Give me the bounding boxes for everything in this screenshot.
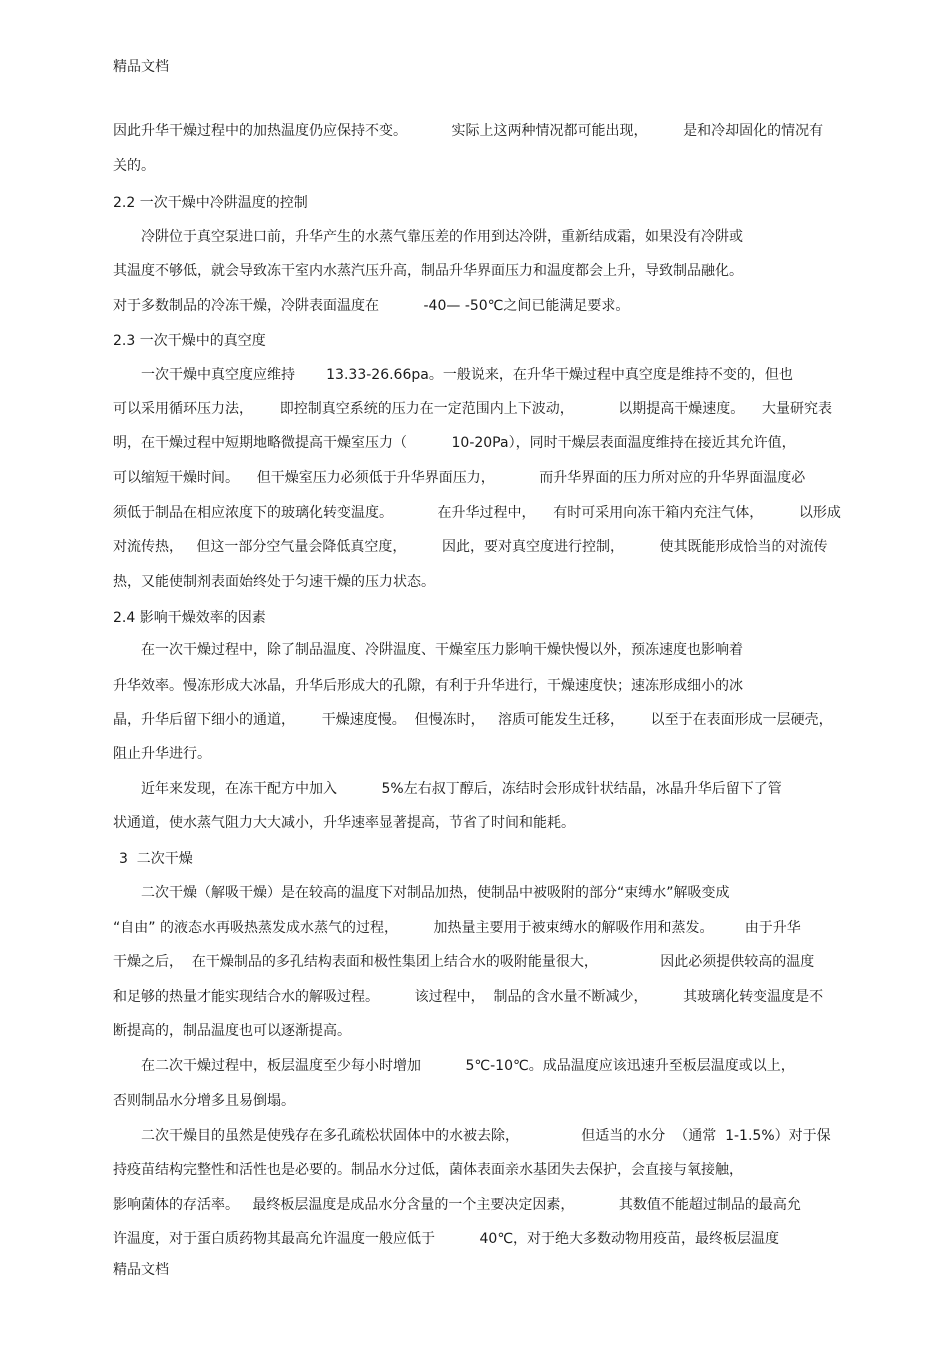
paragraph-line: 对于多数制品的冷冻干燥，冷阱表面温度在 -40— -50℃之间已能满足要求。 — [113, 298, 630, 314]
paragraph-line: 二次干燥（解吸干燥）是在较高的温度下对制品加热，使制品中被吸附的部分“束缚水”解吸变成 — [141, 885, 730, 901]
paragraph-line: 升华效率。慢冻形成大冰晶，升华后形成大的孔隙，有利于升华进行，干燥速度快；速冻形成细小的冰 — [113, 678, 743, 694]
paragraph-line: 可以采用循环压力法， 即控制真空系统的压力在一定范围内上下波动， 以期提高干燥速度。 大量研究表 — [113, 401, 833, 417]
paragraph-line: 影响菌体的存活率。 最终板层温度是成品水分含量的一个主要决定因素， 其数值不能超过制品的最高允 — [113, 1197, 801, 1213]
page-header: 精品文档 — [113, 59, 169, 75]
section-heading: 2.3 一次干燥中的真空度 — [113, 333, 266, 349]
paragraph-line: 许温度，对于蛋白质药物其最高允许温度一般应低于 40℃，对于绝大多数动物用疫苗，最终板层温度 — [113, 1231, 780, 1247]
paragraph-line: 近年来发现，在冻干配方中加入 5%左右叔丁醇后，冻结时会形成针状结晶，冰晶升华后留下了管 — [141, 781, 782, 797]
paragraph-line: 须低于制品在相应浓度下的玻璃化转变温度。 在升华过程中， 有时可采用向冻干箱内充注气体， 以形成 — [113, 505, 841, 521]
paragraph-line: 关的。 — [113, 158, 155, 174]
paragraph-line: 在二次干燥过程中，板层温度至少每小时增加 5℃-10℃。成品温度应该迅速升至板层温度或以上， — [141, 1058, 795, 1074]
paragraph-line: 持疫苗结构完整性和活性也是必要的。制品水分过低，菌体表面亲水基团失去保护，会直接与氧接触， — [113, 1162, 743, 1178]
paragraph-line: 状通道，使水蒸气阻力大大减小，升华速率显著提高，节省了时间和能耗。 — [113, 815, 575, 831]
paragraph-line: 因此升华干燥过程中的加热温度仍应保持不变。 实际上这两种情况都可能出现， 是和冷却固化的情况有 — [113, 123, 824, 139]
section-heading: 3 二次干燥 — [119, 851, 193, 867]
paragraph-line: 干燥之后， 在干燥制品的多孔结构表面和极性集团上结合水的吸附能量很大， 因此必须提供较高的温度 — [113, 954, 815, 970]
paragraph-line: 其温度不够低，就会导致冻干室内水蒸汽压升高，制品升华界面压力和温度都会上升，导致制品融化。 — [113, 263, 743, 279]
section-heading: 2.4 影响干燥效率的因素 — [113, 610, 266, 626]
paragraph-line: 晶，升华后留下细小的通道， 干燥速度慢。 但慢冻时， 溶质可能发生迁移， 以至于在表面形成一层硬壳， — [113, 712, 833, 728]
paragraph-line: 热，又能使制剂表面始终处于匀速干燥的压力状态。 — [113, 574, 435, 590]
paragraph-line: 二次干燥目的虽然是使残存在多孔疏松状固体中的水被去除， 但适当的水分 （通常 1-1.5%）对于保 — [141, 1128, 831, 1144]
paragraph-line: 和足够的热量才能实现结合水的解吸过程。 该过程中， 制品的含水量不断减少， 其玻璃化转变温度是不 — [113, 989, 824, 1005]
paragraph-line: “自由” 的液态水再吸热蒸发成水蒸气的过程， 加热量主要用于被束缚水的解吸作用和蒸发。 由于升华 — [113, 920, 801, 936]
paragraph-line: 断提高的，制品温度也可以逐渐提高。 — [113, 1023, 351, 1039]
paragraph-line: 明，在干燥过程中短期地略微提高干燥室压力（ 10-20Pa），同时干燥层表面温度维持在接近其允许值， — [113, 435, 796, 451]
paragraph-line: 冷阱位于真空泵进口前，升华产生的水蒸气靠压差的作用到达冷阱，重新结成霜，如果没有冷阱或 — [141, 229, 743, 245]
paragraph-line: 可以缩短干燥时间。 但干燥室压力必须低于升华界面压力， 而升华界面的压力所对应的升华界面温度必 — [113, 470, 806, 486]
paragraph-line: 对流传热， 但这一部分空气量会降低真空度， 因此，要对真空度进行控制， 使其既能形成恰当的对流传 — [113, 539, 828, 555]
paragraph-line: 在一次干燥过程中，除了制品温度、冷阱温度、干燥室压力影响干燥快慢以外，预冻速度也影响着 — [141, 642, 743, 658]
section-heading: 2.2 一次干燥中冷阱温度的控制 — [113, 195, 308, 211]
paragraph-line: 一次干燥中真空度应维持 13.33-26.66pa。一般说来，在升华干燥过程中真空度是维持不变的，但也 — [141, 367, 793, 383]
page-footer: 精品文档 — [113, 1262, 169, 1278]
paragraph-line: 阻止升华进行。 — [113, 746, 211, 762]
paragraph-line: 否则制品水分增多且易倒塌。 — [113, 1093, 295, 1109]
